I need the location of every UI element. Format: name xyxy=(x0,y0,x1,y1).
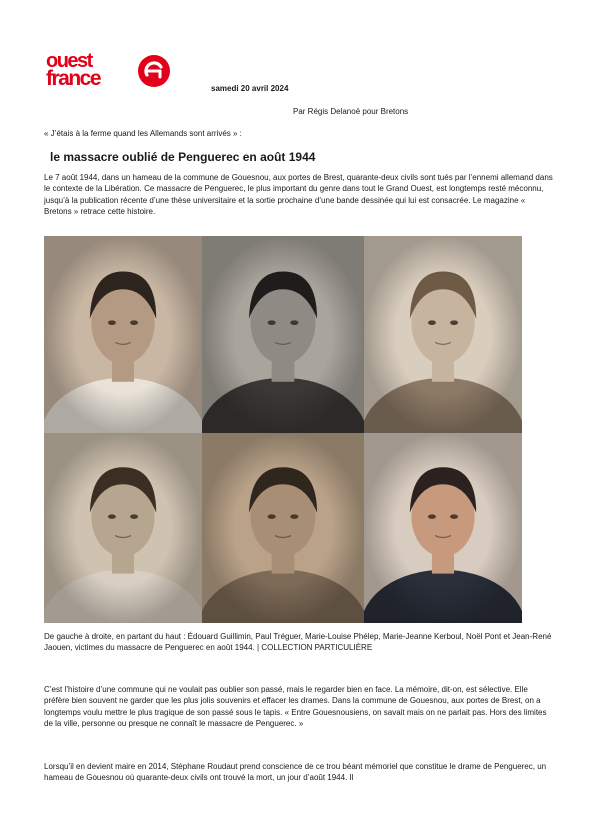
ouest-france-logo xyxy=(46,51,170,91)
portrait-marie-louise-phelep xyxy=(364,236,522,433)
logo-line-france: france xyxy=(46,67,101,90)
body-paragraph-1: C’est l’histoire d’une commune qui ne voulait pas oublier son passé, mais le regarder bien en face. La mémoire, dit-on, est sélective. Elle préfère bien souvent ne garder que les plus jolis souvenirs et effacer les drames. Dans la commune de Gouesnou, aux portes de Brest, on a longtemps voulu mettre le plus tragique de son passé sous le tapis. « Entre Gouesnousiens, on savait mais on ne parlait pas. Hors des limites de la ville, personne ou presque ne connaît le massacre de Penguerec. » xyxy=(44,685,547,729)
photo-caption: De gauche à droite, en partant du haut : Édouard Guillimin, Paul Tréguer, Marie-Louise Phélep, Marie-Jeanne Kerboul, Noël Pont et Jean-René Jaouen, victimes du massacre de Penguerec en août 1944. | COLLECTION PARTICULIÈRE xyxy=(44,632,552,653)
logo-emblem-icon xyxy=(138,55,170,87)
portrait-jean-rene-jaouen xyxy=(364,433,522,623)
body-paragraph-2: Lorsqu’il en devient maire en 2014, Stéphane Roudaut prend conscience de ce trou béant mémoriel que constitue le drame de Penguerec, un hameau de Gouesnou où quarante-deux civils ont trouvé la mort, un jour d’août 1944. Il xyxy=(44,762,547,783)
byline: Par Régis Delanoë pour Bretons xyxy=(293,107,409,116)
publication-date: samedi 20 avril 2024 xyxy=(211,84,289,93)
article-headline: le massacre oublié de Penguerec en août 1944 xyxy=(50,150,316,164)
logo-line-ouest: ouest xyxy=(46,50,92,72)
portrait-paul-treguer xyxy=(202,236,364,433)
portrait-edouard-guillimin xyxy=(44,236,202,433)
victims-photo-grid xyxy=(44,236,522,623)
article-lede: Le 7 août 1944, dans un hameau de la commune de Gouesnou, aux portes de Brest, quarante-deux civils sont tués par l’ennemi allemand dans le contexte de la Libération. Ce massacre de Penguerec, le plus important du genre dans tout le Grand Ouest, est longtemps resté méconnu, jusqu’à la publication récente d’une thèse universitaire et la sortie prochaine d’une bande dessinée qui lui est consacrée. Le magazine « Bretons » retrace cette histoire. xyxy=(44,173,553,217)
kicker-quote: « J’étais à la ferme quand les Allemands sont arrivés » : xyxy=(44,129,242,138)
portrait-noel-pont xyxy=(202,433,364,623)
portrait-marie-jeanne-kerboul xyxy=(44,433,202,623)
